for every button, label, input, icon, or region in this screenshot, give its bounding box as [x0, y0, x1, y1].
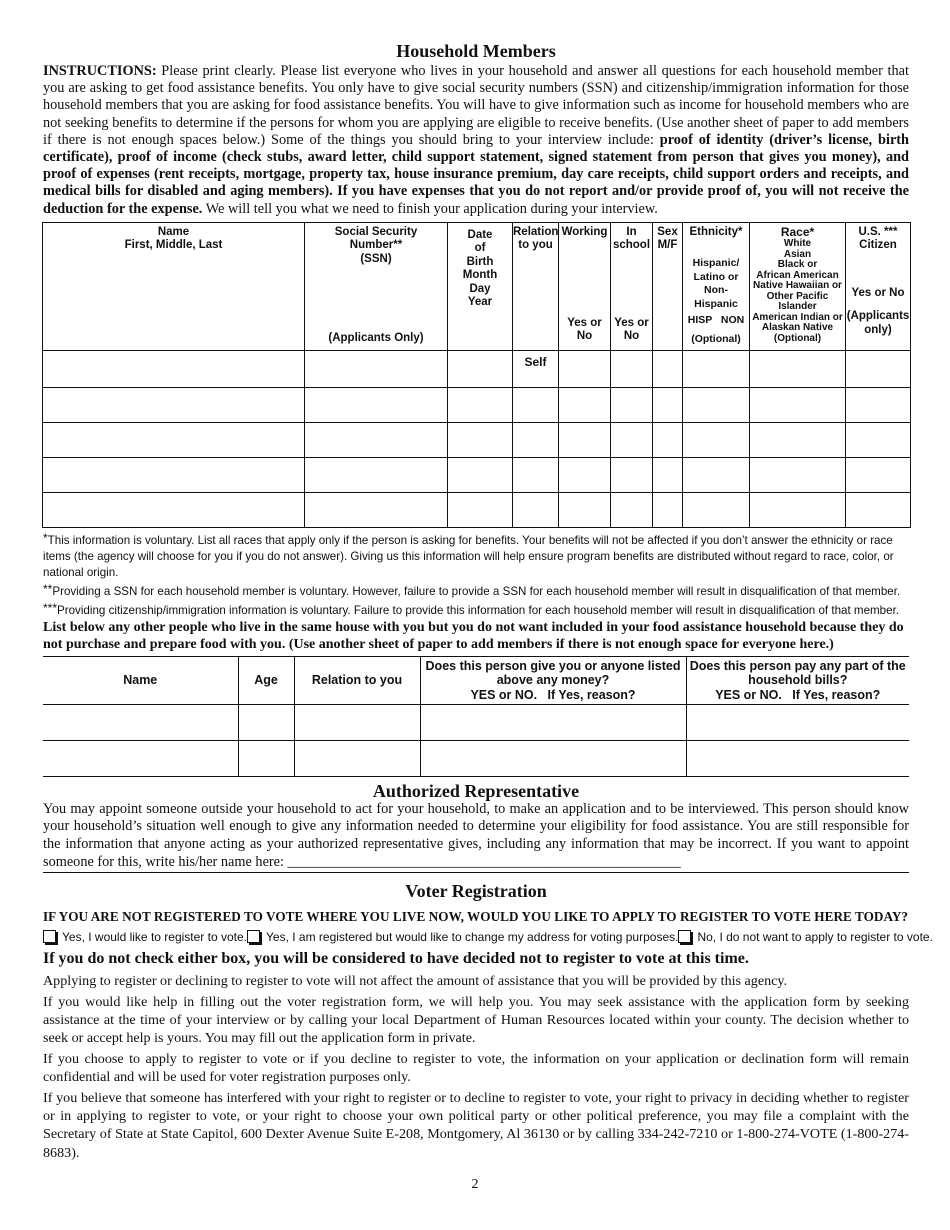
cell-ethnicity[interactable] — [683, 422, 750, 457]
col-sex — [653, 222, 683, 350]
footnote-text-1: This information is voluntary. List all races that apply only if the person is asking for benefits. Your benefits will not be affected if you don’t answer the ethnicity or race items (the agency will choose for you if you do not answer). Giving us this information will help ensure program benefits are distributed without regard to race, color, or national origin. — [43, 533, 894, 579]
col-ssn-note: (Applicants Only) — [328, 332, 424, 345]
col-working — [559, 222, 611, 350]
other-col-name: Name — [43, 656, 238, 704]
cell-working[interactable] — [559, 387, 611, 422]
col-school-2: school — [612, 239, 651, 252]
checkbox-icon[interactable] — [43, 930, 56, 943]
other-cell-age[interactable] — [238, 740, 294, 776]
col-citizen-app2: only) — [864, 323, 892, 336]
col-sex-1: Sex — [657, 225, 678, 238]
household-header-row — [43, 222, 911, 350]
cell-school[interactable] — [611, 422, 653, 457]
cell-ethnicity[interactable] — [683, 457, 750, 492]
cell-ethnicity[interactable] — [683, 387, 750, 422]
other-cell-money[interactable] — [420, 740, 686, 776]
cell-name[interactable] — [43, 387, 305, 422]
footnote-ssn — [43, 581, 909, 600]
household-row — [43, 492, 911, 527]
checkbox-icon[interactable] — [678, 930, 691, 943]
col-school — [611, 222, 653, 350]
cell-ethnicity[interactable] — [683, 492, 750, 527]
col-race-5: Native Hawaiian or — [753, 280, 842, 292]
col-race-opt: (Optional) — [773, 332, 822, 344]
other-row — [43, 740, 909, 776]
col-relation-2: to you — [518, 239, 553, 252]
cell-citizen[interactable] — [846, 422, 911, 457]
col-ethnicity-4: HISP NON — [687, 314, 745, 327]
cell-race[interactable] — [750, 387, 846, 422]
cell-ssn[interactable] — [305, 422, 448, 457]
col-ethnicity-opt: (Optional) — [691, 333, 741, 346]
other-cell-relation[interactable] — [294, 704, 420, 740]
col-dob — [448, 222, 513, 350]
cell-working[interactable] — [559, 492, 611, 527]
cell-ssn[interactable] — [305, 457, 448, 492]
footnote-text-3: Providing citizenship/immigration information is voluntary. Failure to provide this information for each household member will result in disqualification of that member. — [57, 603, 900, 617]
other-cell-relation[interactable] — [294, 740, 420, 776]
page-number: 2 — [471, 1177, 479, 1192]
cell-name[interactable] — [43, 457, 305, 492]
col-ethnicity — [683, 222, 750, 350]
col-race-6: Other Pacific — [766, 290, 829, 302]
col-race-2: Asian — [783, 248, 812, 260]
cell-sex[interactable] — [653, 492, 683, 527]
other-header-row — [43, 656, 909, 704]
col-relation-1: Relation — [513, 225, 559, 238]
voter-paragraph-3: If you choose to apply to register to vote or if you decline to register to vote, the information on your application or declination form will remain confidential and will be used for voter registration purposes only. — [43, 1050, 909, 1086]
cell-working[interactable] — [559, 422, 611, 457]
other-col-money-3: YES or NO. If Yes, reason? — [470, 687, 636, 702]
cell-school[interactable] — [611, 457, 653, 492]
other-cell-money[interactable] — [420, 704, 686, 740]
option-register[interactable] — [43, 930, 247, 944]
col-race-4: African American — [756, 269, 839, 281]
col-ssn-line1: Social Security — [334, 225, 418, 238]
col-ssn-line2: Number** — [349, 239, 403, 252]
household-row — [43, 422, 911, 457]
instructions-bold: proof of identity (driver’s license, birth certificate), proof of income (check stubs, award letter, child support statement, signed statement from person that gives you money), and proof of expenses (rent receipts, mortgage, property tax, house insurance premium, day care receipts, child support orders and receipts, and medical bills for disabled and aging members). If you have expenses that you do not report and/or provide proof of, you will not receive the deduction for the expense. — [43, 131, 909, 217]
other-cell-bills[interactable] — [686, 740, 909, 776]
other-row — [43, 704, 909, 740]
col-race-3: Black or — [777, 259, 818, 271]
cell-citizen[interactable] — [846, 492, 911, 527]
self-label: Self — [524, 354, 547, 369]
other-col-money-1: Does this person give you or anyone listed — [425, 658, 681, 673]
household-row — [43, 350, 911, 387]
col-citizen-1: U.S. *** — [858, 225, 898, 238]
voter-paragraph-4: If you believe that someone has interfered with your right to register or to decline to register to vote, your right to privacy in deciding whether to register or in applying to register to vote, or your right to choose your own political party or other political preference, you may file a complaint with the Secretary of State at State Capitol, 600 Dexter Avenue Suite E-208, Montgomery, Al 36130 or by calling 334-242-7210 or 1-800-274-VOTE (1-800-274-8683). — [43, 1089, 909, 1161]
option-decline[interactable] — [678, 930, 932, 944]
voter-paragraph-1: Applying to register or declining to register to vote will not affect the amount of assistance that you will be provided by this agency. — [43, 973, 788, 990]
other-col-bills-3: YES or NO. If Yes, reason? — [715, 687, 881, 702]
col-school-yn1: Yes or — [614, 316, 649, 329]
col-dob-6: Year — [467, 296, 493, 309]
col-ssn-line3: (SSN) — [360, 252, 392, 265]
instructions — [43, 63, 909, 218]
cell-working[interactable] — [559, 457, 611, 492]
col-name — [43, 222, 305, 350]
col-dob-4: Month — [462, 269, 498, 282]
other-cell-bills[interactable] — [686, 704, 909, 740]
footnote-race — [43, 530, 909, 581]
cell-sex[interactable] — [653, 457, 683, 492]
instructions-text-1: Please print clearly. Please list everyone who lives in your household and answer all questions for each household member that you are asking to get food assistance benefits. You only have to give social security numbers (SSN) and citizenship/immigration information for those household members that you are asking for food assistance benefits. You will have to give information such as income for household members who are not seeking benefits to determine if the persons for whom you are applying are eligible to receive benefits. (Use another sheet of paper to add members if there is not enough spaces below.) Some of the things you should bring to your interview include: — [43, 63, 909, 148]
col-race-1: White — [783, 238, 812, 250]
col-ssn — [305, 222, 448, 350]
cell-ethnicity[interactable] — [683, 350, 750, 387]
cell-school[interactable] — [611, 492, 653, 527]
other-col-relation: Relation to you — [294, 656, 420, 704]
col-school-yn2: No — [623, 330, 640, 343]
cell-working[interactable] — [559, 350, 611, 387]
instructions-label: INSTRUCTIONS: — [43, 63, 157, 79]
option-change-address[interactable] — [247, 930, 678, 944]
col-ethnicity-label: Ethnicity* — [689, 225, 743, 238]
footnote-mark-3: *** — [43, 600, 58, 615]
col-ethnicity-3: Non-Hispanic — [694, 284, 738, 310]
cell-race[interactable] — [750, 492, 846, 527]
col-dob-1: Date — [467, 228, 493, 241]
authorized-title: Authorized Representative — [372, 780, 580, 801]
voter-options — [43, 930, 933, 945]
section-divider — [43, 872, 909, 873]
footnote-mark-1: * — [43, 530, 48, 545]
other-col-bills-2: household bills? — [748, 673, 848, 688]
footnote-mark-2: ** — [43, 581, 53, 596]
option-decline-label: No, I do not want to apply to register to vote. — [697, 930, 933, 945]
cell-sex[interactable] — [653, 387, 683, 422]
instructions-text-2: We will tell you what we need to finish your application during your interview. — [202, 200, 658, 217]
cell-sex[interactable] — [653, 422, 683, 457]
other-cell-name[interactable] — [43, 704, 238, 740]
household-members-table — [42, 222, 911, 528]
cell-dob[interactable] — [448, 492, 513, 527]
cell-name[interactable] — [43, 492, 305, 527]
cell-name[interactable] — [43, 350, 305, 387]
cell-relation[interactable] — [513, 492, 559, 527]
household-title: Household Members — [396, 41, 556, 61]
footnote-citizen — [43, 600, 909, 619]
col-citizen — [846, 222, 911, 350]
cell-race[interactable] — [750, 457, 846, 492]
col-sex-2: M/F — [657, 239, 678, 252]
col-name-line2: First, Middle, Last — [124, 239, 223, 252]
col-citizen-app1: (Applicants — [846, 310, 910, 323]
col-race-8: American Indian or — [752, 311, 843, 323]
cell-relation-self — [513, 350, 559, 387]
cell-citizen[interactable] — [846, 387, 911, 422]
cell-school[interactable] — [611, 387, 653, 422]
checkbox-icon[interactable] — [247, 930, 260, 943]
cell-relation[interactable] — [513, 387, 559, 422]
col-race-9: Alaskan Native — [761, 322, 834, 334]
other-people-instructions: List below any other people who live in the same house with you but you do not want included in your food assistance household because they do not purchase and prepare food with you. (Use another sheet of paper to add members if there is not enough space for everyone here.) — [43, 619, 904, 652]
other-people-table — [43, 656, 909, 777]
col-dob-5: Day — [469, 282, 491, 295]
col-working-yn2: No — [576, 330, 593, 343]
other-cell-age[interactable] — [238, 704, 294, 740]
col-working-yn1: Yes or — [567, 316, 602, 329]
cell-school[interactable] — [611, 350, 653, 387]
other-col-age: Age — [238, 656, 294, 704]
col-race-label: Race* — [780, 224, 815, 239]
other-col-money-2: above any money? — [496, 673, 610, 688]
other-cell-name[interactable] — [43, 740, 238, 776]
cell-dob[interactable] — [448, 457, 513, 492]
cell-dob[interactable] — [448, 387, 513, 422]
voter-paragraph-2: If you would like help in filling out the voter registration form, we will help you. You may seek assistance with the application form by seeking assistance at the time of your interview or by calling your local Department of Human Resources located within your county. The decision whether to seek or accept help is yours. You may fill out the application form in private. — [43, 993, 909, 1047]
voter-title: Voter Registration — [405, 881, 547, 902]
cell-ssn[interactable] — [305, 350, 448, 387]
cell-ssn[interactable] — [305, 492, 448, 527]
col-ethnicity-2: Latino or — [693, 270, 739, 283]
voter-warning: If you do not check either box, you will be considered to have decided not to register to vote at this time. — [43, 950, 749, 968]
col-race — [750, 222, 846, 350]
other-col-bills-1: Does this person pay any part of the — [689, 658, 906, 673]
col-citizen-yn: Yes or No — [851, 286, 905, 299]
cell-relation[interactable] — [513, 457, 559, 492]
cell-dob[interactable] — [448, 350, 513, 387]
household-row — [43, 457, 911, 492]
option-register-label: Yes, I would like to register to vote. — [62, 930, 247, 945]
col-citizen-2: Citizen — [859, 239, 897, 252]
col-working-label: Working — [561, 225, 608, 238]
authorized-text: You may appoint someone outside your household to act for your household, to make an application and to be interviewed. This person should know your household’s situation well enough to give any information needed to determine your eligibility for food assistance. You are still responsible for the information that anyone acting as your authorized representative gives, including any information that may be incorrect. If you want to appoint someone for this, write his/her name here: _______________________________________________________ — [43, 800, 909, 870]
col-dob-3: Birth — [466, 255, 494, 268]
col-relation — [513, 222, 559, 350]
cell-ssn[interactable] — [305, 387, 448, 422]
footnote-text-2: Providing a SSN for each household member is voluntary. However, failure to provide a SSN for each household member will result in disqualification of that member. — [52, 584, 901, 598]
col-dob-2: of — [474, 242, 486, 255]
household-row — [43, 387, 911, 422]
cell-citizen[interactable] — [846, 457, 911, 492]
other-col-bills — [686, 656, 909, 704]
col-ethnicity-1: Hispanic/ — [692, 257, 740, 270]
col-race-7: Islander — [778, 301, 817, 313]
cell-race[interactable] — [750, 422, 846, 457]
footnotes — [43, 530, 909, 619]
voter-question: IF YOU ARE NOT REGISTERED TO VOTE WHERE YOU LIVE NOW, WOULD YOU LIKE TO APPLY TO REGISTER TO VOTE HERE TODAY? — [43, 909, 909, 925]
cell-dob[interactable] — [448, 422, 513, 457]
cell-citizen[interactable] — [846, 350, 911, 387]
cell-name[interactable] — [43, 422, 305, 457]
form-page — [43, 40, 933, 1164]
col-school-1: In — [626, 225, 637, 238]
cell-sex[interactable] — [653, 350, 683, 387]
other-col-money — [420, 656, 686, 704]
cell-relation[interactable] — [513, 422, 559, 457]
cell-race[interactable] — [750, 350, 846, 387]
col-name-line1: Name — [157, 225, 190, 238]
option-change-address-label: Yes, I am registered but would like to change my address for voting purposes. — [266, 930, 679, 945]
